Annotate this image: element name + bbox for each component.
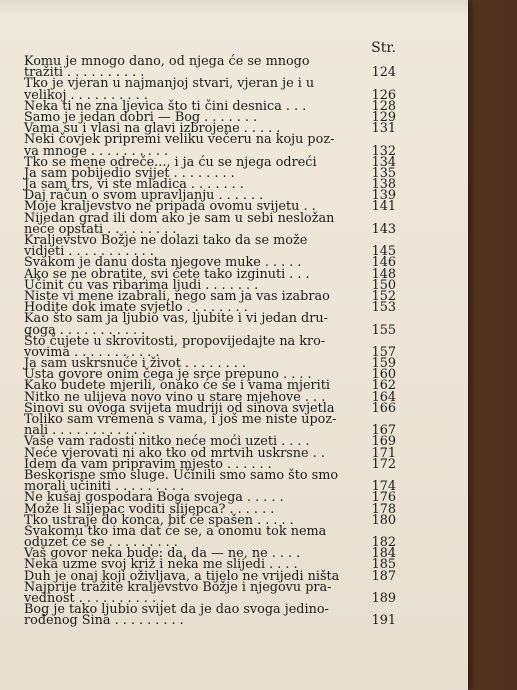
toc-entry-title-line: neće opstati . . . . . . . . . 143 [24, 221, 396, 237]
toc-entry [24, 311, 396, 338]
toc-entry-title-line: goga . . . . . . . . . . . 155 [24, 322, 396, 338]
toc-page-number: 176 [371, 490, 396, 506]
toc-entry-title-line: Niste vi mene izabrali, nego sam ja vas izabrao 152 [24, 288, 396, 304]
toc-entry-title-line: Što čujete u skrovitosti, propovijedajte na kro- [24, 333, 326, 349]
toc-page-number: 159 [371, 356, 396, 372]
toc-entry-title-line: Kao što sam ja ljubio vas, ljubite i vi jedan dru- [24, 311, 328, 327]
toc-page-number: 126 [371, 87, 396, 103]
toc-page-number: 189 [371, 591, 396, 606]
toc-entry-title-line: Sinovi su ovoga svijeta mudriji od sinova svjetla 166 [24, 400, 396, 416]
toc-page-number: 191 [371, 613, 396, 629]
toc-entry-title-line: Ne kušaj gospodara Boga svojega . . . . . 176 [24, 490, 396, 506]
toc-page-number: 131 [371, 121, 396, 137]
toc-entry-title-line: Daj račun o svom upravljanju . . . . . . 139 [24, 188, 396, 204]
toc-entry-title-line: Svakomu tko ima dat će se, a onomu tok nema [24, 523, 327, 539]
toc-entry-title-line: Može li slijepac voditi slijepca? . . . . . . 178 [24, 501, 396, 517]
toc-entry [24, 76, 396, 103]
toc-entry-title-line: Hodite dok imate svjetlo . . . . . . . . 153 [24, 300, 396, 316]
toc-entry-title-line: Nitko ne ulijeva novo vino u stare mjehove . . . 164 [24, 389, 396, 405]
toc-page-number: 187 [371, 568, 396, 584]
toc-entry [24, 412, 396, 439]
toc-page-number: 166 [371, 400, 396, 416]
toc-entry-title-line: Toliko sam vremena s vama, i još me niste upoz- [24, 412, 337, 427]
toc-entry-title-line: oduzet će se . . . . . . . . . 182 [24, 535, 396, 551]
toc-entry [24, 210, 396, 237]
toc-entry-title-line: Kraljevstvo Božje ne dolazi tako da se može [24, 233, 308, 248]
toc-page-number: 129 [371, 109, 396, 125]
toc-entry [24, 333, 396, 360]
table-of-contents [24, 54, 396, 629]
toc-entry-title-line: Ja sam trs, vi ste mladica . . . . . . . 138 [24, 177, 396, 193]
toc-page-number: 135 [371, 165, 396, 181]
toc-entry [24, 132, 396, 159]
toc-page-number: 148 [371, 266, 396, 282]
toc-page-number: 141 [371, 199, 396, 215]
toc-entry [24, 579, 396, 606]
toc-page-number: 150 [371, 277, 396, 293]
toc-entry [24, 233, 396, 260]
toc-entry-title-line: Vaš govor neka bude: da, da — ne, ne . . . . 184 [24, 546, 396, 562]
toc-entry-title-line: vovima . . . . . . . . . . . 157 [24, 344, 396, 360]
toc-entry-title-line: vidjeti . . . . . . . . . . . 145 [24, 244, 396, 260]
toc-page-number: 139 [371, 188, 396, 204]
toc-entry-title-line: tražiti . . . . . . . . . . 124 [24, 65, 396, 81]
toc-entry-title-line: Učinit ću vas ribarima ljudi . . . . . . . 150 [24, 277, 396, 293]
toc-entry-title-line: Neće vjerovati ni ako tko od mrtvih uskrsne . . 171 [24, 445, 396, 461]
toc-page-number: 143 [371, 221, 396, 237]
toc-entry-title-line: Neka ti ne zna ljevica što ti čini desnica . . . 128 [24, 98, 396, 114]
toc-page-number: 171 [371, 445, 396, 461]
toc-page-number: 145 [371, 244, 396, 260]
toc-entry-title-line: Tko se mene odreče..., i ja ću se njega odreći 134 [24, 154, 396, 170]
toc-entry-title-line: rođenog Sina . . . . . . . . . 191 [24, 613, 396, 629]
toc-page-number: 128 [371, 98, 396, 114]
toc-entry-title-line: Tko je vjeran u najmanjoj stvari, vjeran je i u [24, 76, 315, 92]
toc-page-number: 184 [371, 546, 396, 562]
toc-entry [24, 602, 396, 629]
toc-entry [24, 467, 396, 495]
toc-page-number: 138 [371, 177, 396, 193]
toc-entry-title-line: Komu je mnogo dano, od njega će se mnogo [24, 54, 310, 69]
toc-page-number: 174 [371, 479, 396, 495]
toc-entry-title-line: Bog je tako ljubio svijet da je dao svoga jedino- [24, 602, 329, 618]
toc-page-number: 178 [371, 501, 396, 517]
toc-page-number: 169 [371, 434, 396, 450]
toc-entry-title-line: va mnoge . . . . . . . . . . 132 [24, 143, 396, 159]
toc-page-number: 172 [371, 456, 396, 472]
toc-page-number: 167 [371, 423, 396, 439]
toc-entry [24, 523, 396, 551]
toc-page-number: 152 [371, 288, 396, 304]
toc-page-number: 155 [371, 322, 396, 338]
toc-entry-title-line: Vaše vam radosti nitko neće moći uzeti . . . . 169 [24, 434, 396, 450]
toc-entry-title-line: Beskorisne smo sluge. Učinili smo samo što smo [24, 467, 339, 483]
toc-page-number: 180 [371, 512, 396, 528]
toc-page-number: 160 [371, 367, 396, 383]
toc-entry-title-line: morali učiniti . . . . . . . . . 174 [24, 479, 396, 495]
toc-entry-title-line: Vama su i vlasi na glavi izbrojene . . . . . 131 [24, 121, 396, 137]
toc-entry-title-line: Moje kraljevstvo ne pripada ovomu svijetu . . 141 [24, 199, 396, 215]
toc-entry-title-line: Idem da vam pripravim mjesto . . . . . . 172 [24, 456, 396, 472]
page-shadow [0, 0, 468, 16]
toc-entry-title-line: Neka uzme svoj križ i neka me slijedi . . . . 185 [24, 557, 396, 573]
toc-page-number: 132 [371, 143, 396, 159]
toc-page-number: 124 [371, 65, 396, 81]
toc-entry-title-line: Ja sam pobijedio svijet . . . . . . . . 135 [24, 165, 396, 181]
toc-page-number: 157 [371, 344, 396, 360]
toc-entry-title-line: Svakom je danu dosta njegove muke . . . . . 146 [24, 255, 396, 271]
toc-entry-title-line: Duh je onaj koji oživljava, a tijelo ne vrijedi ništa 187 [24, 568, 396, 584]
toc-page-number: 182 [371, 535, 396, 551]
toc-entry-title-line: Tko ustraje do konca, bit će spašen . . . . . 180 [24, 512, 396, 528]
toc-entry-title-line: velikoj . . . . . . . . . . 126 [24, 87, 396, 103]
page-column-header: Str. [371, 40, 396, 56]
toc-page-number: 146 [371, 255, 396, 271]
toc-page-number: 162 [371, 378, 396, 394]
toc-entry-title-line: Kako budete mjerili, onako će se i vama mjeriti 162 [24, 378, 396, 394]
toc-page-number: 153 [371, 300, 396, 316]
toc-entry-title-line: Ako se ne obratite, svi ćete tako izginuti . . . 148 [24, 266, 396, 282]
toc-entry-title-line: Usta govore onim čega je srce prepuno . . . . 160 [24, 367, 396, 383]
toc-entry-title-line: Najprije tražite kraljevstvo Božje i njegovu pra- [24, 579, 332, 595]
toc-entry-title-line: Nijedan grad ili dom ako je sam u sebi nesložan [24, 210, 335, 226]
toc-entry-title-line: Samo je jedan dobri — Bog . . . . . . . 129 [24, 109, 396, 125]
toc-entry-title-line: Ja sam uskrsnuće i život . . . . . . . . 159 [24, 356, 396, 372]
toc-page-number: 134 [371, 154, 396, 170]
toc-entry-title-line: vednost . . . . . . . . . . . 189 [24, 591, 396, 606]
toc-page-number: 185 [371, 557, 396, 573]
toc-page-number: 164 [371, 389, 396, 405]
toc-entry-title-line: nali . . . . . . . . . . . . 167 [24, 423, 396, 439]
toc-entry [24, 54, 396, 81]
toc-entry-title-line: Neki čovjek pripremi veliku večeru na koju poz- [24, 132, 335, 148]
